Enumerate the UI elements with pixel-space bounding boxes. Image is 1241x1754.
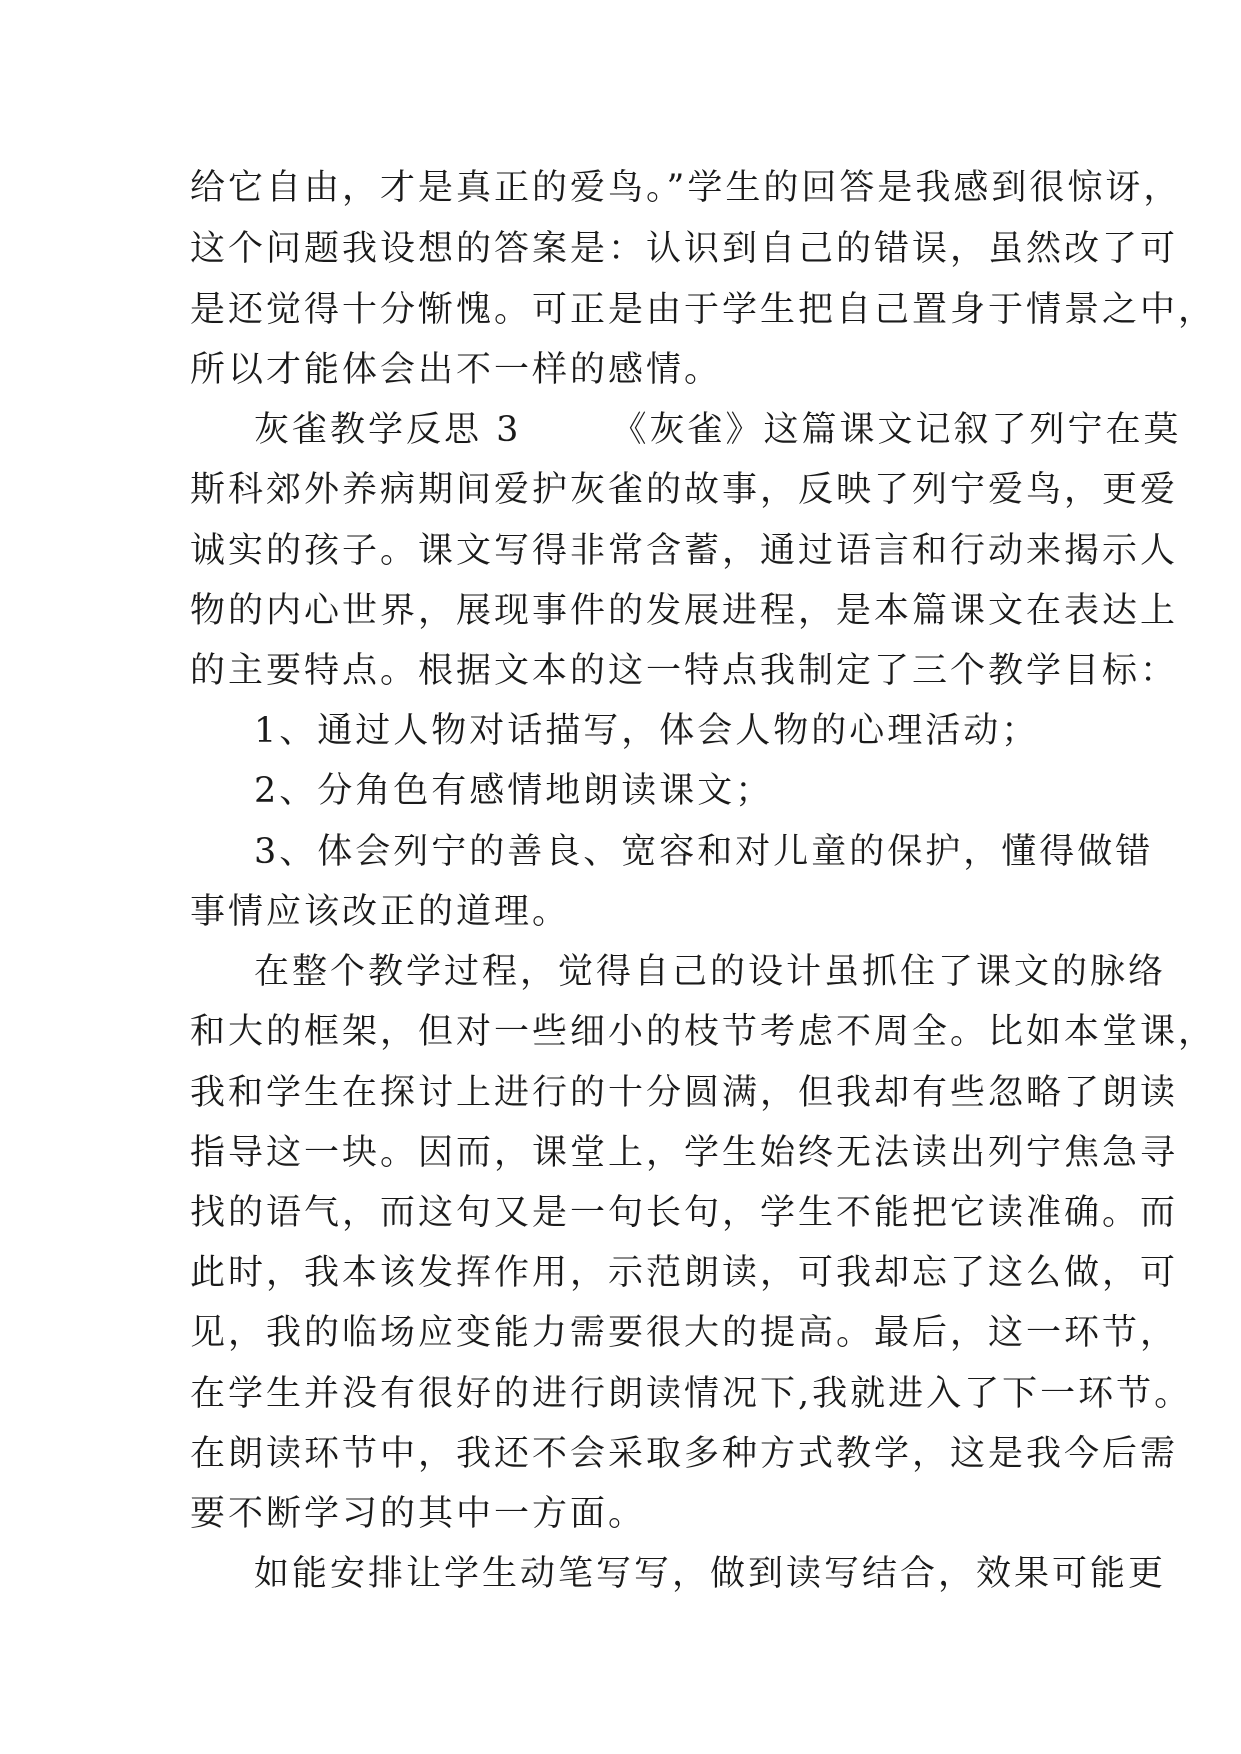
text-line: 指导这一块。因而，课堂上，学生始终无法读出列宁焦急寻 (190, 1133, 1179, 1173)
text-line: 此时，我本该发挥作用，示范朗读，可我却忘了这么做，可 (190, 1253, 1179, 1293)
list-item: 2、分角色有感情地朗读课文； (254, 771, 774, 811)
text-line: 和大的框架，但对一些细小的枝节考虑不周全。比如本堂课， (190, 1012, 1217, 1052)
text-line: 是还觉得十分惭愧。可正是由于学生把自己置身于情景之中， (190, 290, 1217, 330)
text-line: 所以才能体会出不一样的感情。 (190, 350, 723, 390)
text-line: 如能安排让学生动笔写写，做到读写结合，效果可能更 (254, 1554, 1167, 1594)
text-line: 见，我的临场应变能力需要很大的提高。最后，这一环节， (190, 1313, 1179, 1353)
text-line: 在学生并没有很好的进行朗读情况下,我就进入了下一环节。 (190, 1374, 1193, 1414)
text-line: 我和学生在探讨上进行的十分圆满，但我却有些忽略了朗读 (190, 1073, 1179, 1113)
text-line: 找的语气，而这句又是一句长句，学生不能把它读准确。而 (190, 1193, 1179, 1233)
list-item: 1、通过人物对话描写，体会人物的心理活动； (254, 711, 1040, 751)
text-line: 诚实的孩子。课文写得非常含蓄，通过语言和行动来揭示人 (190, 531, 1179, 571)
text-line: 事情应该改正的道理。 (190, 892, 571, 932)
list-item: 3、体会列宁的善良、宽容和对儿童的保护，懂得做错 (254, 832, 1154, 872)
text-line: 在整个教学过程，觉得自己的设计虽抓住了课文的脉络 (254, 952, 1167, 992)
text-line: 这个问题我设想的答案是：认识到自己的错误，虽然改了可 (190, 229, 1179, 269)
text-line: 给它自由，才是真正的爱鸟。”学生的回答是我感到很惊讶， (190, 168, 1182, 208)
text-line: 在朗读环节中，我还不会采取多种方式教学，这是我今后需 (190, 1434, 1179, 1474)
text-line: 斯科郊外养病期间爱护灰雀的故事，反映了列宁爱鸟，更爱 (190, 470, 1179, 510)
text-line: 物的内心世界，展现事件的发展进程，是本篇课文在表达上 (190, 591, 1179, 631)
section-heading-line: 灰雀教学反思 3 《灰雀》这篇课文记叙了列宁在莫 (254, 410, 1182, 450)
text-line: 要不断学习的其中一方面。 (190, 1494, 647, 1534)
text-line: 的主要特点。根据文本的这一特点我制定了三个教学目标： (190, 651, 1179, 691)
